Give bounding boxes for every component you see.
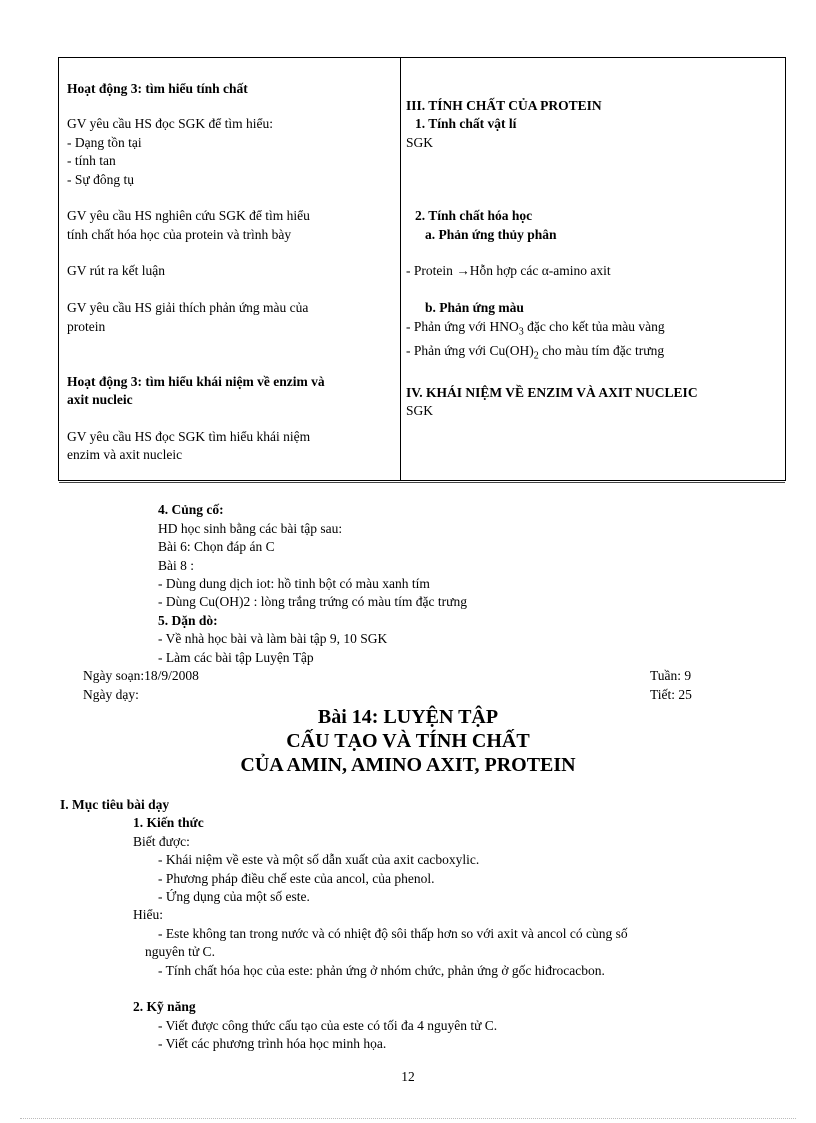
color-reaction-cuoh2: - Phản ứng với $Cu(OH)_2$ cho màu tím đặc trưng — [406, 343, 665, 362]
list-item-cont: nguyên tử C. — [145, 944, 215, 959]
understand-label: Hiểu: — [133, 907, 163, 922]
list-item: - Viết được công thức cấu tạo của este có tối đa 4 nguyên tử C. — [158, 1018, 498, 1033]
activity-table — [58, 57, 786, 481]
consolidate-line: - Dùng dung dịch iot: hồ tinh bột có màu xanh tím — [158, 576, 430, 591]
column-divider — [400, 58, 401, 480]
list-item: - Este không tan trong nước và có nhiệt độ sôi thấp hơn so với axit và ancol có cùng số — [158, 926, 628, 941]
section-3-2a-title: a. Phản ứng thủy phân — [425, 227, 557, 242]
list-item: - tính tan — [67, 153, 116, 168]
section-3-2-title: 2. Tính chất hóa học — [415, 208, 533, 223]
knowledge-title: 1. Kiến thức — [133, 815, 204, 830]
activity-3-title: Hoạt động 3: tìm hiểu tính chất — [67, 81, 248, 96]
activity-3b-title: Hoạt động 3: tìm hiểu khái niệm về enzim và — [67, 374, 325, 389]
teacher-instruction-5: GV yêu cầu HS đọc SGK tìm hiểu khái niệm — [67, 429, 311, 444]
homework-line: - Về nhà học bài và làm bài tập 9, 10 SGK — [158, 631, 388, 646]
section-3-1-text: SGK — [406, 135, 434, 150]
activity-3b-title-cont: axit nucleic — [67, 392, 133, 407]
lesson-title: Bài 14: LUYỆN TẬP — [317, 706, 499, 728]
consolidate-line: HD học sinh bằng các bài tập sau: — [158, 521, 343, 536]
teacher-conclusion: GV rút ra kết luận — [67, 263, 165, 278]
skills-title: 2. Kỹ năng — [133, 999, 196, 1014]
week-number: Tuần: 9 — [650, 668, 692, 683]
consolidate-line: Bài 6: Chọn đáp án C — [158, 539, 275, 554]
page-footer-rule — [20, 1118, 796, 1119]
list-item: - Phương pháp điều chế este của ancol, của phenol. — [158, 871, 435, 886]
teacher-instruction-4: GV yêu cầu HS giải thích phản ứng màu của — [67, 300, 309, 315]
list-item: - Tính chất hóa học của este: phản ứng ở nhóm chức, phản ứng ở gốc hiđrocacbon. — [158, 963, 605, 978]
homework-title: 5. Dặn dò: — [158, 613, 218, 628]
lesson-subtitle: CẤU TẠO VÀ TÍNH CHẤT — [286, 730, 530, 752]
list-item: - Khái niệm về este và một số dẫn xuất của axit cacboxylic. — [158, 852, 480, 867]
teacher-instruction-2-cont: tính chất hóa học của protein và trình bày — [67, 227, 292, 242]
date-taught: Ngày dạy: — [83, 687, 139, 702]
color-reaction-hno3: - Phản ứng với $HNO_3$ đặc cho kết tủa màu vàng — [406, 319, 665, 338]
list-item: - Ứng dụng của một số este. — [158, 889, 310, 904]
consolidate-line: - Dùng Cu(OH)2 : lòng trắng trứng có màu tím đặc trưng — [158, 594, 467, 609]
date-prepared: Ngày soạn:18/9/2008 — [83, 668, 199, 683]
list-item: - Dạng tồn tại — [67, 135, 142, 150]
know-label: Biết được: — [133, 834, 190, 849]
objectives-heading: I. Mục tiêu bài dạy — [60, 797, 170, 812]
list-item: - Sự đông tụ — [67, 172, 134, 187]
section-4-title: IV. KHÁI NIỆM VỀ ENZIM VÀ AXIT NUCLEIC — [406, 385, 698, 400]
hydrolysis-text: - Protein →Hỗn hợp các α-amino axit — [406, 263, 611, 278]
list-item: - Viết các phương trình hóa học minh họa. — [158, 1036, 387, 1051]
lesson-subtitle-2: CỦA AMIN, AMINO AXIT, PROTEIN — [240, 754, 576, 776]
period-number: Tiết: 25 — [650, 687, 692, 702]
table-bottom-rule — [59, 482, 785, 483]
consolidate-line: Bài 8 : — [158, 558, 194, 573]
section-3-1-title: 1. Tính chất vật lí — [415, 116, 517, 131]
section-3-title: III. TÍNH CHẤT CỦA PROTEIN — [406, 98, 602, 113]
section-3-2b-title: b. Phản ứng màu — [425, 300, 524, 315]
teacher-instruction-5-cont: enzim và axit nucleic — [67, 447, 183, 462]
teacher-instruction-1: GV yêu cầu HS đọc SGK để tìm hiểu: — [67, 116, 273, 131]
consolidate-title: 4. Củng cố: — [158, 502, 224, 517]
teacher-instruction-2: GV yêu cầu HS nghiên cứu SGK để tìm hiểu — [67, 208, 310, 223]
section-4-text: SGK — [406, 403, 434, 418]
page-number: 12 — [401, 1069, 415, 1084]
teacher-instruction-4-cont: protein — [67, 319, 106, 334]
homework-line: - Làm các bài tập Luyện Tập — [158, 650, 314, 665]
